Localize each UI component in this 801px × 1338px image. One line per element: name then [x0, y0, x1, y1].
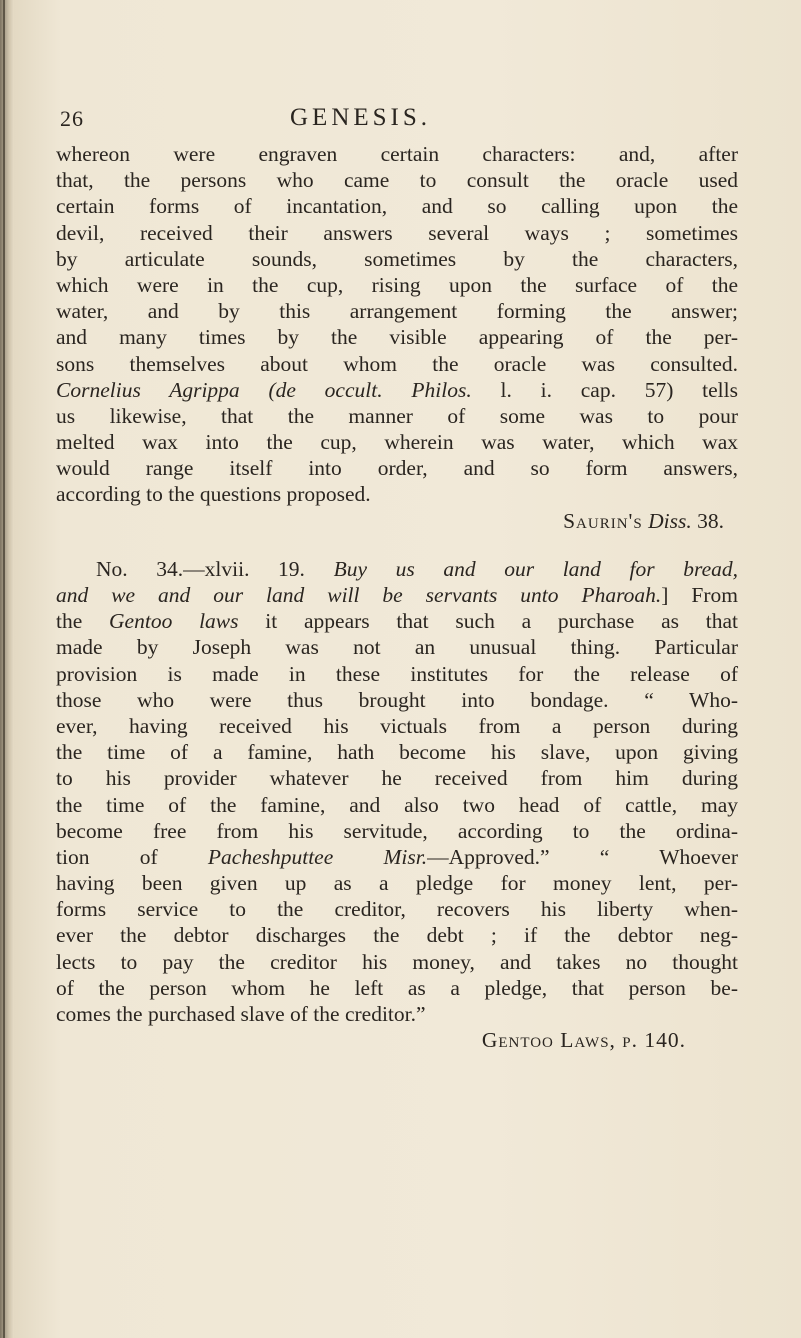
text-line: forms service to the creditor, recovers his liberty when- [56, 897, 738, 922]
text-line: the time of a famine, hath become his slave, upon giving [56, 740, 738, 765]
text-line: whereon were engraven certain characters: and, after [56, 142, 738, 166]
text-line: ever the debtor discharges the debt ; if the debtor neg- [56, 923, 738, 948]
text-line [56, 844, 738, 870]
citation-italic: Cornelius Agrippa (de occult. Philos. [56, 377, 472, 402]
quote-italic: Buy us and our land for bread, [333, 556, 738, 581]
book-gutter-edge [0, 0, 14, 1338]
text-fragment: it appears that such a purchase as that [238, 609, 738, 634]
text-line [56, 608, 738, 634]
page-header [0, 106, 801, 140]
text-line: melted wax into the cup, wherein was water, which wax [56, 430, 738, 455]
text-line: having been given up as a pledge for money lent, per- [56, 871, 738, 896]
text-fragment: —Approved.” “ Whoever [427, 844, 739, 869]
text-line: provision is made in these institutes for the release of [56, 661, 738, 686]
text-line: become free from his servitude, according to the ordina- [56, 818, 738, 843]
paragraph-gap [56, 534, 738, 556]
signature-name: Gentoo Laws, p. 140. [481, 1028, 686, 1053]
running-head: GENESIS. [290, 104, 432, 131]
quote-rest: ] From [661, 583, 738, 607]
entry-ref: No. 34.—xlvii. 19. [96, 556, 334, 581]
body-text [56, 141, 738, 1053]
signature-name: Saurin's [563, 508, 643, 533]
text-line: the time of the famine, and also two head of cattle, may [56, 792, 738, 817]
text-line: of the person whom he left as a pledge, that person be- [56, 975, 738, 1000]
text-line: by articulate sounds, sometimes by the characters, [56, 246, 738, 271]
text-line: water, and by this arrangement forming the answer; [56, 299, 738, 324]
text-line: us likewise, that the manner of some was to pour [56, 403, 738, 428]
text-fragment: the [56, 609, 110, 634]
text-line: certain forms of incantation, and so calling upon the [56, 194, 738, 219]
text-line: sons themselves about whom the oracle was consulted. [56, 351, 738, 376]
text-fragment: tion of [56, 844, 208, 869]
text-line: according to the questions proposed. [56, 482, 371, 507]
signature-gentoo-laws [56, 1027, 738, 1053]
signature-italic: Diss. [648, 508, 692, 533]
text-line [56, 556, 738, 582]
text-line: devil, received their answers several ways ; sometimes [56, 220, 738, 245]
quote-italic: and we and our land will be servants unto Pharoah. [56, 583, 662, 607]
text-line: and many times by the visible appearing of the per- [56, 325, 738, 350]
text-line: lects to pay the creditor his money, and takes no thought [56, 949, 738, 974]
signature-number: 38. [697, 508, 724, 533]
signature-saurin [56, 508, 738, 534]
text-line: that, the persons who came to consult the oracle used [56, 168, 738, 193]
page-number: 26 [60, 106, 84, 131]
text-line [56, 377, 738, 403]
gutter-line [3, 0, 5, 1338]
text-line: would range itself into order, and so form answers, [56, 456, 738, 481]
text-line: made by Joseph was not an unusual thing. Particular [56, 635, 738, 660]
citation-rest: l. i. cap. 57) tells [471, 377, 738, 402]
text-line: those who were thus brought into bondage. “ Who- [56, 687, 738, 712]
gentoo-laws-italic: Gentoo laws [109, 609, 239, 634]
text-line: to his provider whatever he received from him during [56, 766, 738, 791]
source-italic: Pacheshputtee Misr. [207, 844, 428, 869]
text-line: ever, having received his victuals from a person during [56, 713, 738, 738]
text-line: which were in the cup, rising upon the surface of the [56, 272, 738, 297]
text-line [56, 582, 738, 608]
text-line: comes the purchased slave of the creditor.” [56, 1002, 426, 1026]
